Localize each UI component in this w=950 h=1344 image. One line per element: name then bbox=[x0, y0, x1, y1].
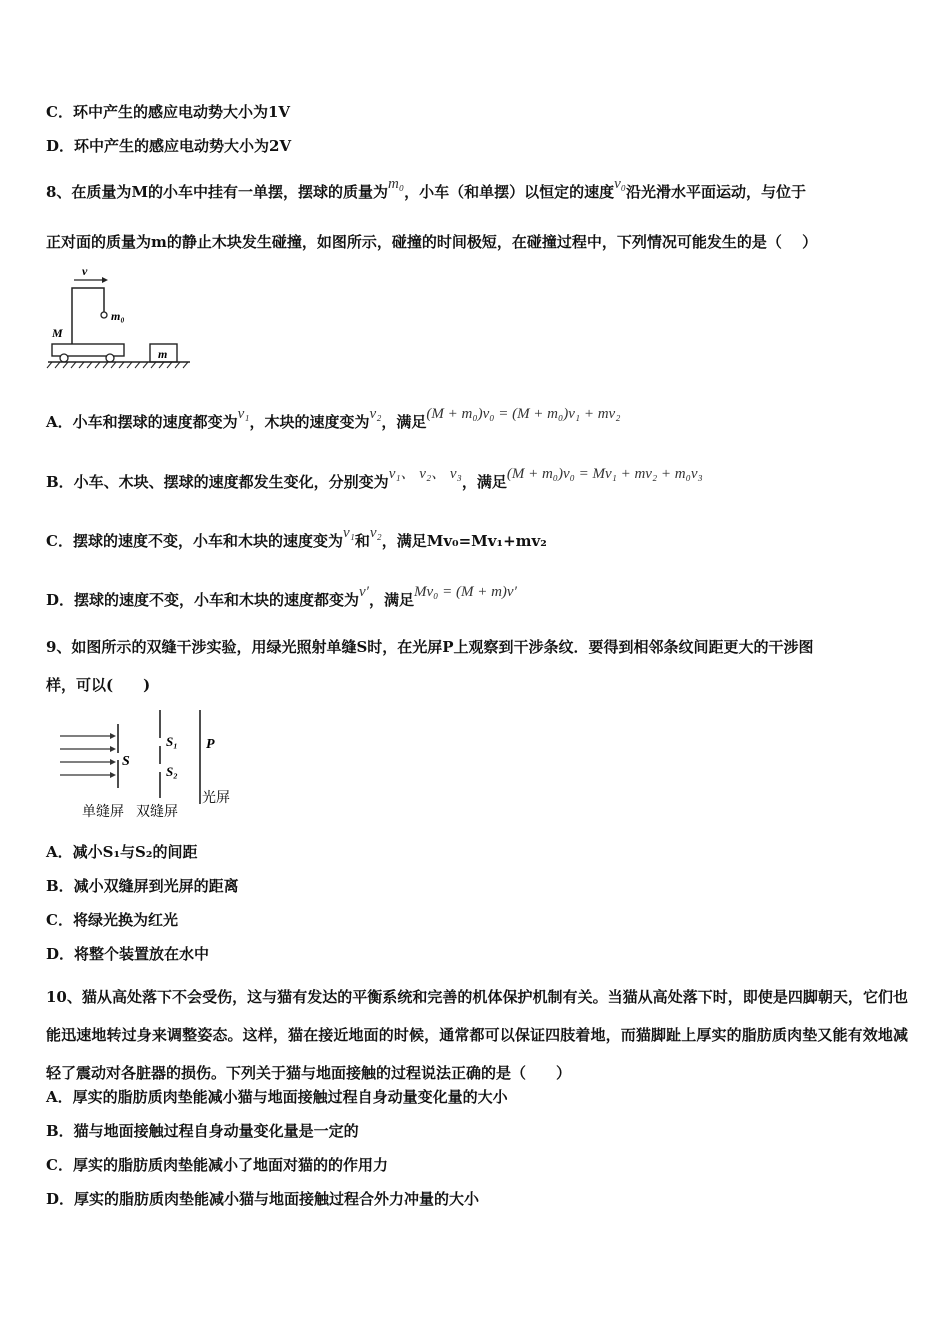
ground-hatching bbox=[47, 362, 188, 368]
q10-option-b: B．猫与地面接触过程自身动量变化量是一定的 bbox=[46, 1122, 359, 1140]
q8-option-c-v1: v₁ bbox=[342, 525, 355, 541]
q8-stem-part-a: 8、在质量为M的小车中挂有一单摆，摆球的质量为 bbox=[46, 183, 389, 201]
q8-option-b-velocities: v₁、 v₂、 v₃ bbox=[388, 466, 462, 482]
figure-M-label: M bbox=[52, 326, 63, 340]
cart-wheel-left bbox=[60, 354, 68, 362]
q9-double-slit-figure bbox=[56, 708, 242, 826]
q8-option-b-text2: ，满足 bbox=[461, 473, 507, 491]
label-screen: 光屏 bbox=[202, 791, 230, 806]
figure-m0-label: m₀ bbox=[111, 309, 125, 323]
q9-option-c: C．将绿光换为红光 bbox=[46, 911, 178, 929]
q8-option-a-v1: v₁ bbox=[237, 406, 250, 422]
q7-option-c: C．环中产生的感应电动势大小为1V bbox=[46, 103, 291, 121]
q7-option-d: D．环中产生的感应电动势大小为2V bbox=[46, 137, 292, 155]
q10-option-a: A．厚实的脂肪质肉垫能减小猫与地面接触过程自身动量变化量的大小 bbox=[46, 1088, 508, 1106]
figure-velocity-label: v bbox=[82, 264, 88, 278]
q8-stem-m0: m₀ bbox=[388, 176, 405, 192]
q9-stem-line2: 样，可以( ) bbox=[46, 676, 151, 694]
label-S1: S₁ bbox=[166, 734, 178, 749]
q8-option-c-text: C．摆球的速度不变，小车和木块的速度变为 bbox=[46, 532, 343, 550]
figure-m-label: m bbox=[158, 347, 168, 361]
incident-light-rays bbox=[60, 736, 110, 775]
q9-option-d: D．将整个装置放在水中 bbox=[46, 945, 210, 963]
q8-option-d bbox=[46, 584, 517, 611]
q8-option-d-vprime: v′ bbox=[359, 584, 369, 600]
q8-option-a-equation: (M + m₀)v₀ = (M + m₀)v₁ + mv₂ bbox=[426, 406, 621, 422]
q9-stem-line1: 9、如图所示的双缝干涉实验，用绿光照射单缝S时，在光屏P上观察到干涉条纹．要得到相邻条纹间距更大的干涉图 bbox=[46, 638, 814, 656]
label-double-slit: 双缝屏 bbox=[136, 805, 178, 820]
q8-option-c-text2: ，满足Mv₀=Mv₁+mv₂ bbox=[381, 532, 547, 550]
q9-option-b: B．减小双缝屏到光屏的距离 bbox=[46, 877, 239, 895]
q10-stem: 10、猫从高处落下不会受伤，这与猫有发达的平衡系统和完善的机体保护机制有关。当猫从高处落下时，即使是四脚朝天，它们也能迅速地转过身来调整姿态。这样，猫在接近地面的时候，通常都可以保证四肢着地，而猫脚趾上厚实的脂肪质肉垫又能有效地减轻了震动对各脏器的损伤。下列关于猫与地面接触的过程说法正确的是（ ） bbox=[46, 988, 908, 1082]
pendulum-bob bbox=[101, 312, 107, 318]
q8-option-d-equation: Mv₀ = (M + m)v′ bbox=[413, 584, 517, 600]
q8-stem-v0: v₀ bbox=[614, 176, 626, 192]
q8-cart-pendulum-figure bbox=[44, 262, 196, 372]
q8-option-b-text: B．小车、木块、摆球的速度都发生变化，分别变为 bbox=[46, 473, 389, 491]
ray-arrowheads bbox=[110, 733, 116, 778]
q8-option-d-text2: ，满足 bbox=[368, 591, 414, 609]
label-P: P bbox=[206, 737, 215, 752]
q8-option-a bbox=[46, 406, 621, 433]
q9-option-a: A．减小S₁与S₂的间距 bbox=[46, 843, 198, 861]
q8-option-c-v2: v₂ bbox=[369, 525, 382, 541]
q8-stem-line2: 正对面的质量为m的静止木块发生碰撞，如图所示，碰撞的时间极短，在碰撞过程中，下列情况可能发生的是（ ） bbox=[46, 233, 818, 251]
q10-option-c: C．厚实的脂肪质肉垫能减小了地面对猫的的作用力 bbox=[46, 1156, 388, 1174]
label-S2: S₂ bbox=[166, 764, 178, 779]
q8-stem-part-c: 沿光滑水平面运动，与位于 bbox=[626, 183, 807, 201]
q8-option-b-equation: (M + m₀)v₀ = Mv₁ + mv₂ + m₀v₃ bbox=[506, 466, 703, 482]
q8-option-d-text: D．摆球的速度不变，小车和木块的速度都变为 bbox=[46, 591, 360, 609]
q8-option-a-text2: ，木块的速度变为 bbox=[249, 413, 370, 431]
q8-option-a-v2: v₂ bbox=[369, 406, 382, 422]
q8-option-a-text: A．小车和摆球的速度都变为 bbox=[46, 413, 238, 431]
q8-option-c bbox=[46, 525, 547, 552]
q8-option-c-and: 和 bbox=[354, 532, 370, 550]
q8-stem-line1 bbox=[46, 176, 807, 203]
velocity-arrow-head bbox=[102, 277, 108, 283]
label-single-slit: 单缝屏 bbox=[82, 805, 124, 820]
q8-option-b bbox=[46, 466, 703, 493]
q8-option-a-text3: ，满足 bbox=[381, 413, 427, 431]
cart-wheel-right bbox=[106, 354, 114, 362]
q8-stem-part-b: ，小车（和单摆）以恒定的速度 bbox=[404, 183, 615, 201]
pendulum-frame bbox=[72, 288, 104, 348]
label-S: S bbox=[122, 754, 130, 769]
q10-option-d: D．厚实的脂肪质肉垫能减小猫与地面接触过程合外力冲量的大小 bbox=[46, 1190, 480, 1208]
